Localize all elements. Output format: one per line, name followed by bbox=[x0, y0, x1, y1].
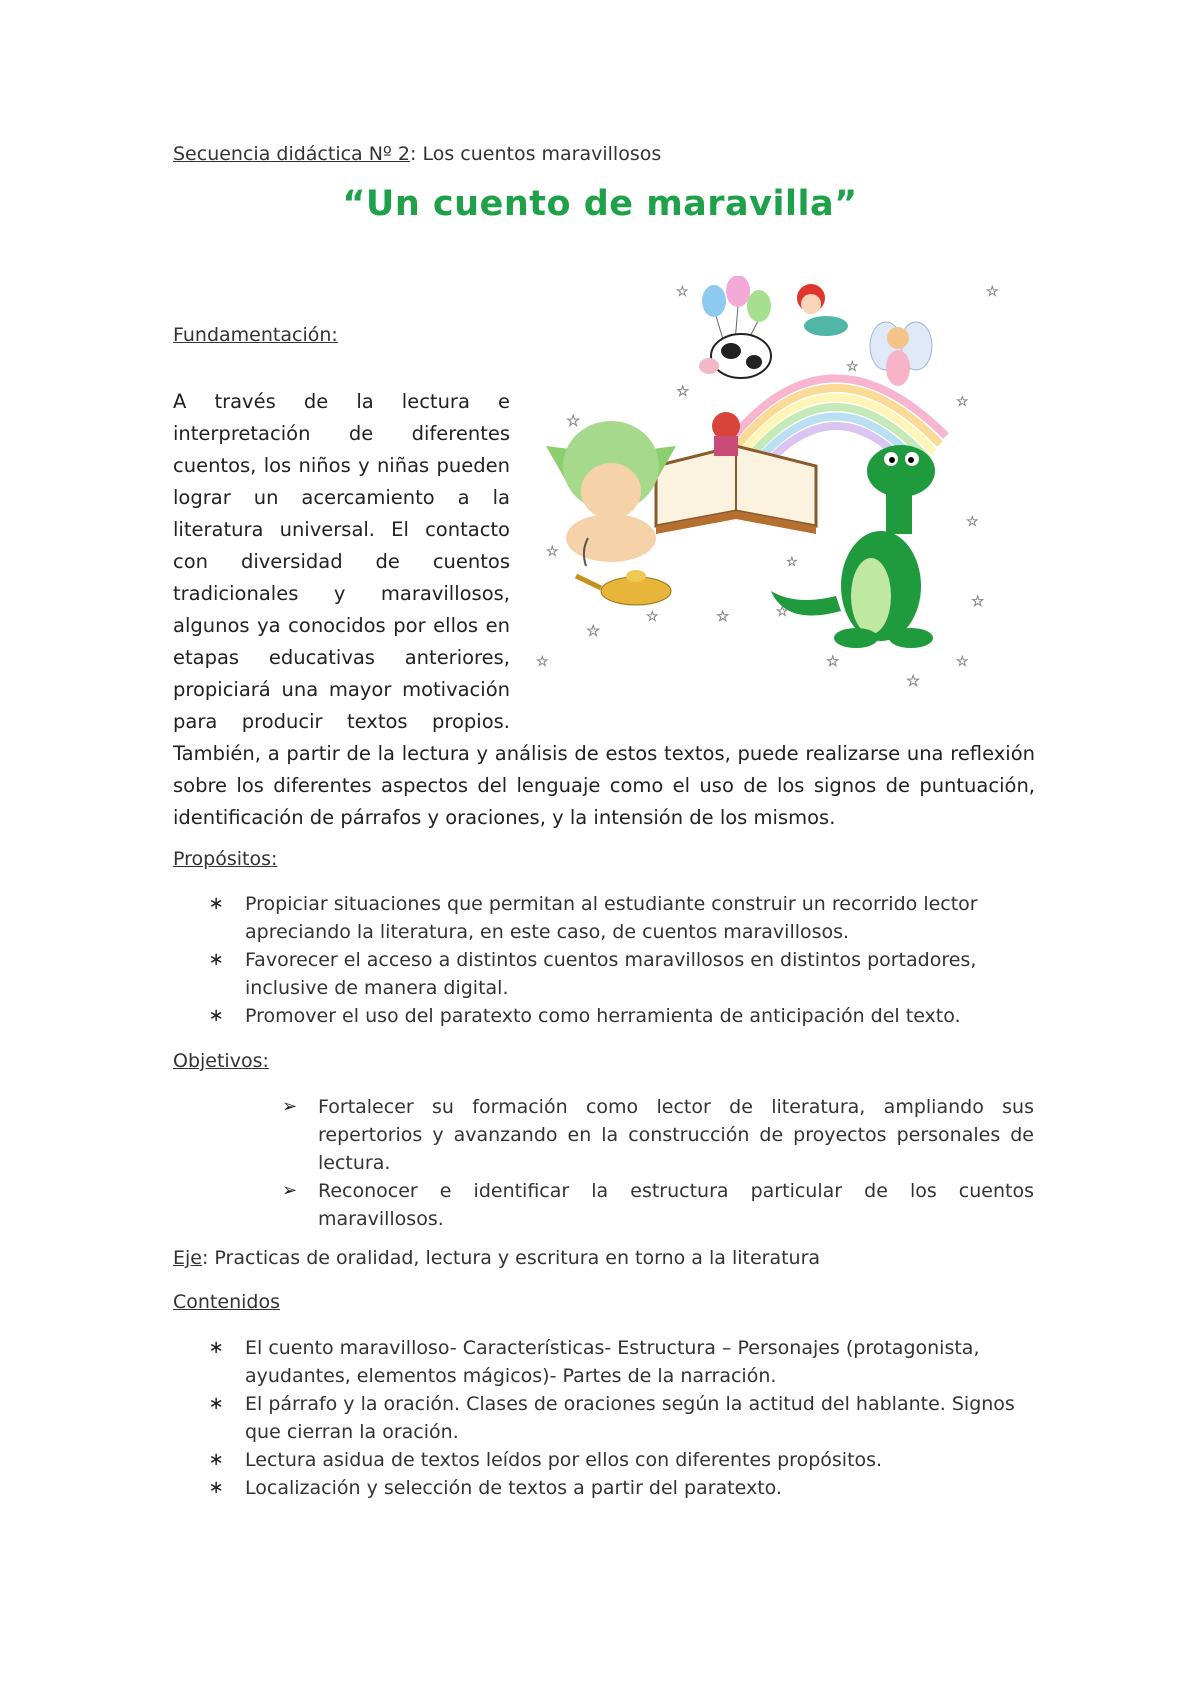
bullet-icon: ∗ bbox=[208, 1005, 224, 1026]
list-item: ∗ Propiciar situaciones que permitan al estudiante construir un recorrido lector apreciando la literatura, en este caso, de cuentos maravillosos. bbox=[173, 890, 1033, 946]
bullet-icon: ∗ bbox=[208, 1449, 224, 1470]
sequence-label: Secuencia didáctica Nº 2 bbox=[173, 143, 411, 165]
arrow-bullet-icon: ➢ bbox=[282, 1096, 298, 1117]
objetivos-list bbox=[282, 1093, 1034, 1233]
arrow-bullet-icon: ➢ bbox=[282, 1180, 298, 1201]
list-item: ∗ Favorecer el acceso a distintos cuentos maravillosos en distintos portadores, inclusive de manera digital. bbox=[173, 946, 1033, 1002]
propositos-list bbox=[173, 890, 1033, 1030]
svg-text:☆: ☆ bbox=[646, 609, 659, 625]
eje-line bbox=[173, 1247, 820, 1269]
svg-text:☆: ☆ bbox=[956, 654, 969, 670]
svg-text:☆: ☆ bbox=[986, 284, 999, 300]
svg-text:☆: ☆ bbox=[966, 514, 979, 530]
svg-text:☆: ☆ bbox=[676, 382, 690, 400]
svg-text:☆: ☆ bbox=[586, 621, 601, 640]
bullet-icon: ∗ bbox=[208, 949, 224, 970]
bullet-icon: ∗ bbox=[208, 1477, 224, 1498]
sequence-separator: : bbox=[410, 143, 417, 165]
list-item: ∗ El cuento maravilloso- Características- Estructura – Personajes (protagonista, ayudantes, elementos mágicos)- Partes de la narración. bbox=[173, 1334, 1033, 1390]
list-item: ➢ Fortalecer su formación como lector de literatura, ampliando sus repertorios y avanzando en la construcción de proyectos personales de lectura. bbox=[282, 1093, 1034, 1177]
contenidos-list bbox=[173, 1334, 1033, 1502]
contenidos-heading: Contenidos bbox=[173, 1291, 280, 1313]
svg-text:☆: ☆ bbox=[716, 607, 730, 625]
svg-text:☆: ☆ bbox=[776, 604, 789, 620]
list-item: ∗ El párrafo y la oración. Clases de oraciones según la actitud del hablante. Signos que cierran la oración. bbox=[173, 1390, 1033, 1446]
eje-label: Eje bbox=[173, 1247, 202, 1269]
list-item: ∗ Lectura asidua de textos leídos por ellos con diferentes propósitos. bbox=[173, 1446, 1033, 1474]
sequence-topic: Los cuentos maravillosos bbox=[416, 143, 662, 165]
propositos-heading: Propósitos: bbox=[173, 848, 278, 870]
svg-text:☆: ☆ bbox=[846, 359, 859, 375]
objetivos-heading: Objetivos: bbox=[173, 1050, 269, 1072]
fairy-graphic bbox=[870, 322, 932, 386]
document-title: “Un cuento de maravilla” bbox=[342, 184, 858, 224]
mermaid-graphic bbox=[797, 284, 848, 336]
fairy-tale-illustration bbox=[526, 276, 1026, 706]
list-item: ➢ Reconocer e identificar la estructura particular de los cuentos maravillosos. bbox=[282, 1177, 1034, 1233]
svg-text:☆: ☆ bbox=[906, 671, 921, 690]
sequence-header bbox=[173, 143, 661, 165]
svg-text:☆: ☆ bbox=[956, 394, 969, 410]
cow-graphic bbox=[699, 334, 771, 378]
svg-text:☆: ☆ bbox=[566, 411, 581, 430]
bullet-icon: ∗ bbox=[208, 893, 224, 914]
fundamentacion-paragraph-1: A través de la lectura e interpretación de diferentes cuentos, los niños y niñas pueden lograr un acercamiento a la literatura universal. El contacto con diversidad de cuentos tradicionales y maravillosos, algunos ya conocidos por ellos en etapas educativas anteriores, propiciará una mayor motivación para producir textos propios. bbox=[173, 390, 510, 733]
eje-text: : Practicas de oralidad, lectura y escritura en torno a la literatura bbox=[201, 1247, 821, 1269]
svg-text:☆: ☆ bbox=[826, 652, 840, 670]
svg-text:☆: ☆ bbox=[971, 592, 985, 610]
svg-text:☆: ☆ bbox=[546, 544, 559, 560]
fundamentacion-heading: Fundamentación: bbox=[173, 324, 338, 346]
list-item: ∗ Promover el uso del paratexto como herramienta de anticipación del texto. bbox=[173, 1002, 1033, 1030]
svg-text:☆: ☆ bbox=[536, 654, 549, 670]
bullet-icon: ∗ bbox=[208, 1337, 224, 1358]
list-item: ∗ Localización y selección de textos a partir del paratexto. bbox=[173, 1474, 1033, 1502]
bullet-icon: ∗ bbox=[208, 1393, 224, 1414]
svg-text:☆: ☆ bbox=[676, 284, 689, 300]
svg-text:☆: ☆ bbox=[786, 555, 798, 570]
fundamentacion-paragraph-2: También, a partir de la lectura y análisis de estos textos, puede realizarse una reflexión sobre los diferentes aspectos del lenguaje como el uso de los signos de puntuación, identificación de párrafos y oraciones, y la intensión de los mismos. bbox=[173, 742, 1035, 829]
